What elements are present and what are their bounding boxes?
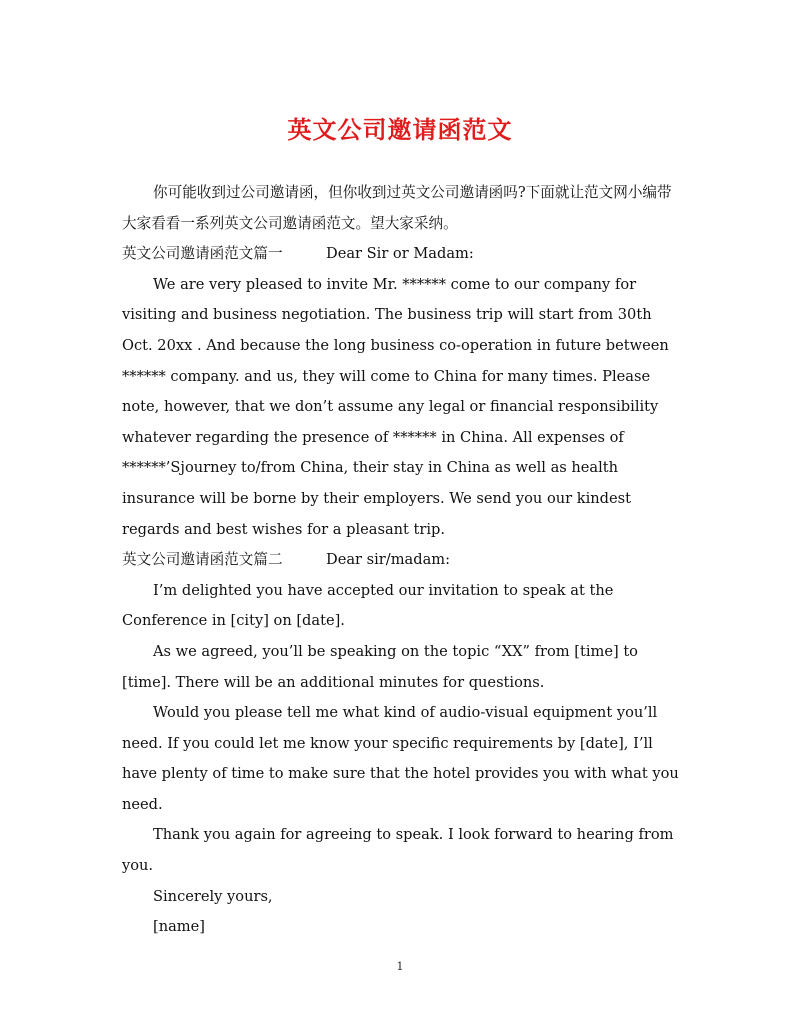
document-body <box>122 178 682 943</box>
section-1-salutation: Dear Sir or Madam: <box>326 245 474 263</box>
signature-placeholder: [name] <box>153 918 205 936</box>
page-number: 1 <box>396 960 404 973</box>
section-1-heading-line <box>122 239 682 270</box>
section-2-paragraph-2: As we agreed, you’ll be speaking on the topic “XX” from [time] to [time]. There will be an additional minutes for questions. <box>122 642 638 691</box>
section-2-heading: 英文公司邀请函范文篇二 <box>122 551 283 569</box>
section-2-paragraph-4: Thank you again for agreeing to speak. I look forward to hearing from you. <box>122 826 674 875</box>
section-2-salutation: Dear sir/madam: <box>326 551 451 569</box>
closing-line: Sincerely yours, <box>153 887 273 905</box>
section-2-paragraph-3: Would you please tell me what kind of audio-visual equipment you’ll need. If you could let me know your specific requirements by [date], I’ll have plenty of time to make sure that the hotel provides you with what you need. <box>122 704 679 813</box>
section-1-heading: 英文公司邀请函范文篇一 <box>122 245 283 263</box>
section-2-paragraph-1: I’m delighted you have accepted our invitation to speak at the Conference in [city] on [date]. <box>122 581 614 630</box>
section-2-heading-line <box>122 545 682 576</box>
document-title: 英文公司邀请函范文 <box>287 115 513 144</box>
section-1-body: We are very pleased to invite Mr. ****** come to our company for visiting and business negotiation. The business trip will start from 30th Oct. 20xx . And because the long business co-operation in future between ****** company. and us, they will come to China for many times. Please note, however, that we don’t assume any legal or financial responsibility whatever regarding the presence of ****** in China. All expenses of ******’Sjourney to/from China, their stay in China as well as health insurance will be borne by their employers. We send you our kindest regards and best wishes for a pleasant trip. <box>122 275 669 538</box>
intro-paragraph: 你可能收到过公司邀请函，但你收到过英文公司邀请函吗?下面就让范文网小编带大家看看一系列英文公司邀请函范文。望大家采纳。 <box>122 184 672 232</box>
